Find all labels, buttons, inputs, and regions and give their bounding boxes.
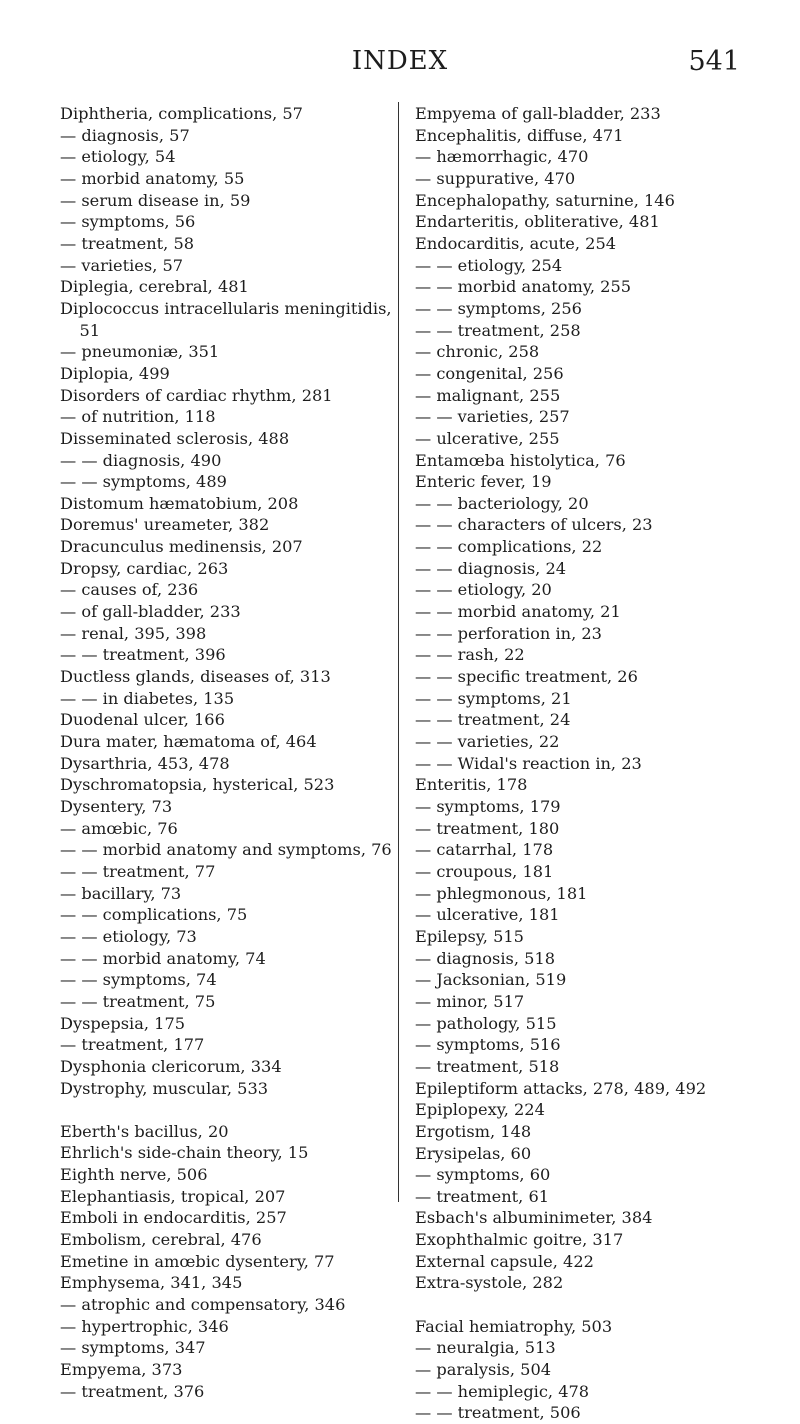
index-entry: — treatment, 180 [415,818,560,838]
index-entry: Diplopia, 499 [60,363,170,383]
index-entry: Ergotism, 148 [415,1121,532,1141]
index-entry: — treatment, 518 [415,1056,560,1076]
index-entry: — — symptoms, 489 [60,472,227,492]
index-entry: Dysarthria, 453, 478 [60,753,230,773]
index-column-right [415,103,755,1424]
index-entry: Dracunculus medinensis, 207 [60,537,303,557]
index-entry: Ehrlich's side-chain theory, 15 [60,1143,309,1163]
index-entry: — — treatment, 77 [60,861,216,881]
index-entry: — — varieties, 22 [415,732,560,752]
index-entry: Diplegia, cerebral, 481 [60,277,249,297]
index-entry: — of nutrition, 118 [60,407,216,427]
index-entry: — — complications, 75 [60,905,248,925]
index-entry: Eberth's bacillus, 20 [60,1121,229,1141]
index-entry: — pathology, 515 [415,1013,557,1033]
index-entry: Elephantiasis, tropical, 207 [60,1186,286,1206]
index-entry: Enteritis, 178 [415,775,528,795]
column-divider [398,102,399,1202]
index-entry: — pneumoniæ, 351 [60,342,220,362]
index-entry: — congenital, 256 [415,363,564,383]
index-entry: Disseminated sclerosis, 488 [60,428,290,448]
index-entry: — symptoms, 56 [60,212,196,232]
index-entry: — — morbid anatomy, 255 [415,277,632,297]
page-number: 541 [688,46,740,77]
index-entry: — symptoms, 516 [415,1035,561,1055]
index-entry: Dysentery, 73 [60,797,173,816]
index-entry: — — specific treatment, 26 [415,667,638,687]
index-entry: — suppurative, 470 [415,168,576,188]
index-entry: External capsule, 422 [415,1251,594,1271]
index-entry: — — characters of ulcers, 23 [415,515,653,535]
index-entry: — bacillary, 73 [60,883,182,903]
index-entry: — — Widal's reaction in, 23 [415,753,642,773]
index-entry: — — in diabetes, 135 [60,688,235,708]
index-entry: — — symptoms, 21 [415,688,572,708]
index-entry: — minor, 517 [415,991,525,1011]
index-entry: — causes of, 236 [60,580,199,600]
index-entry: — varieties, 57 [60,255,184,275]
index-entry: — — bacteriology, 20 [415,493,589,513]
index-entry: Encephalitis, diffuse, 471 [415,125,624,145]
page-title: INDEX [351,46,449,76]
index-entry: — chronic, 258 [415,342,540,362]
index-entry: Exophthalmic goitre, 317 [415,1230,624,1250]
index-entry: — — treatment, 396 [60,645,226,665]
index-entry: — symptoms, 347 [60,1338,206,1358]
index-entry: Diplococcus intracellularis meningitidis, 51 [60,298,392,340]
index-entry: — — morbid anatomy, 74 [60,948,266,968]
index-entry: — serum disease in, 59 [60,190,251,210]
index-entry: — — morbid anatomy and symptoms, 76 [60,840,392,860]
index-entry: Dyschromatopsia, hysterical, 523 [60,775,335,795]
index-entry: — treatment, 376 [60,1381,205,1401]
index-entry: — — treatment, 506 [415,1403,581,1423]
index-entry: Esbach's albuminimeter, 384 [415,1208,653,1228]
index-entry: — — treatment, 24 [415,710,571,730]
index-entry: — hæmorrhagic, 470 [415,147,589,167]
index-entry: Empyema, 373 [60,1360,183,1380]
index-entry: — atrophic and compensatory, 346 [60,1295,346,1315]
index-entry: — — symptoms, 256 [415,298,582,318]
index-entry: Emetine in amœbic dysentery, 77 [60,1251,335,1271]
index-entry: Dropsy, cardiac, 263 [60,558,229,578]
index-entry: — phlegmonous, 181 [415,883,588,903]
index-entry: — treatment, 177 [60,1035,205,1055]
index-entry: — symptoms, 60 [415,1165,551,1185]
index-entry: — ulcerative, 181 [415,905,560,925]
index-entry: Eighth nerve, 506 [60,1165,208,1185]
index-entry: Extra-systole, 282 [415,1273,564,1293]
index-entry: Embolism, cerebral, 476 [60,1230,262,1250]
index-entry: — neuralgia, 513 [415,1338,556,1358]
index-entry: — — rash, 22 [415,645,525,665]
index-entry: Facial hemiatrophy, 503 [415,1316,613,1336]
index-entry: — catarrhal, 178 [415,840,554,860]
index-entry: Empyema of gall-bladder, 233 [415,104,661,123]
index-entry: — croupous, 181 [415,861,554,881]
index-entry: — malignant, 255 [415,385,561,405]
index-entry: — symptoms, 179 [415,797,561,816]
index-entry: Epilepsy, 515 [415,926,524,946]
index-entry: — — varieties, 257 [415,407,570,427]
index-entry: — — morbid anatomy, 21 [415,602,621,622]
index-column-left [60,103,400,1402]
index-entry: — amœbic, 76 [60,818,178,838]
index-entry: — — treatment, 258 [415,320,581,340]
index-entry: Entamœba histolytica, 76 [415,450,626,470]
index-entry: Enteric fever, 19 [415,472,552,492]
index-entry: Ductless glands, diseases of, 313 [60,667,331,687]
index-entry: Endarteritis, obliterative, 481 [415,212,660,232]
index-entry: — — hemiplegic, 478 [415,1381,590,1401]
index-entry: Encephalopathy, saturnine, 146 [415,190,675,210]
index-entry: Epileptiform attacks, 278, 489, 492 [415,1078,707,1098]
index-entry: — — etiology, 254 [415,255,563,275]
index-entry: — diagnosis, 518 [415,948,556,968]
index-entry: — — treatment, 75 [60,991,216,1011]
index-entry: Epiplopexy, 224 [415,1100,545,1120]
index-entry: Dura mater, hæmatoma of, 464 [60,732,317,752]
index-entry: — — etiology, 20 [415,580,552,600]
index-entry: Emboli in endocarditis, 257 [60,1208,287,1228]
index-entry: — — complications, 22 [415,537,603,557]
index-entry: — paralysis, 504 [415,1360,552,1380]
index-entry: Dysphonia clericorum, 334 [60,1056,282,1076]
index-entry: — — etiology, 73 [60,926,197,946]
index-entry: — hypertrophic, 346 [60,1316,229,1336]
index-entry: Endocarditis, acute, 254 [415,233,617,253]
index-entry: — morbid anatomy, 55 [60,168,245,188]
index-entry: — ulcerative, 255 [415,428,560,448]
index-entry: — Jacksonian, 519 [415,970,567,990]
index-entry: — treatment, 58 [60,233,195,253]
index-entry: Distomum hæmatobium, 208 [60,493,299,513]
index-entry: — etiology, 54 [60,147,176,167]
index-entry: — renal, 395, 398 [60,623,207,643]
index-entry: — treatment, 61 [415,1186,550,1206]
index-entry: — — diagnosis, 24 [415,558,567,578]
index-entry: Diphtheria, complications, 57 [60,104,303,123]
index-entry: — of gall-bladder, 233 [60,602,241,622]
index-entry: — — diagnosis, 490 [60,450,222,470]
index-entry: Dyspepsia, 175 [60,1013,186,1033]
index-entry: Disorders of cardiac rhythm, 281 [60,385,333,405]
index-entry: — diagnosis, 57 [60,125,190,145]
index-entry: Dystrophy, muscular, 533 [60,1078,269,1098]
page-header [0,46,800,86]
index-entry: — — symptoms, 74 [60,970,217,990]
index-entry: Emphysema, 341, 345 [60,1273,243,1293]
index-entry: Erysipelas, 60 [415,1143,532,1163]
index-entry: Doremus' ureameter, 382 [60,515,270,535]
index-entry: — — perforation in, 23 [415,623,602,643]
index-entry: Duodenal ulcer, 166 [60,710,225,730]
